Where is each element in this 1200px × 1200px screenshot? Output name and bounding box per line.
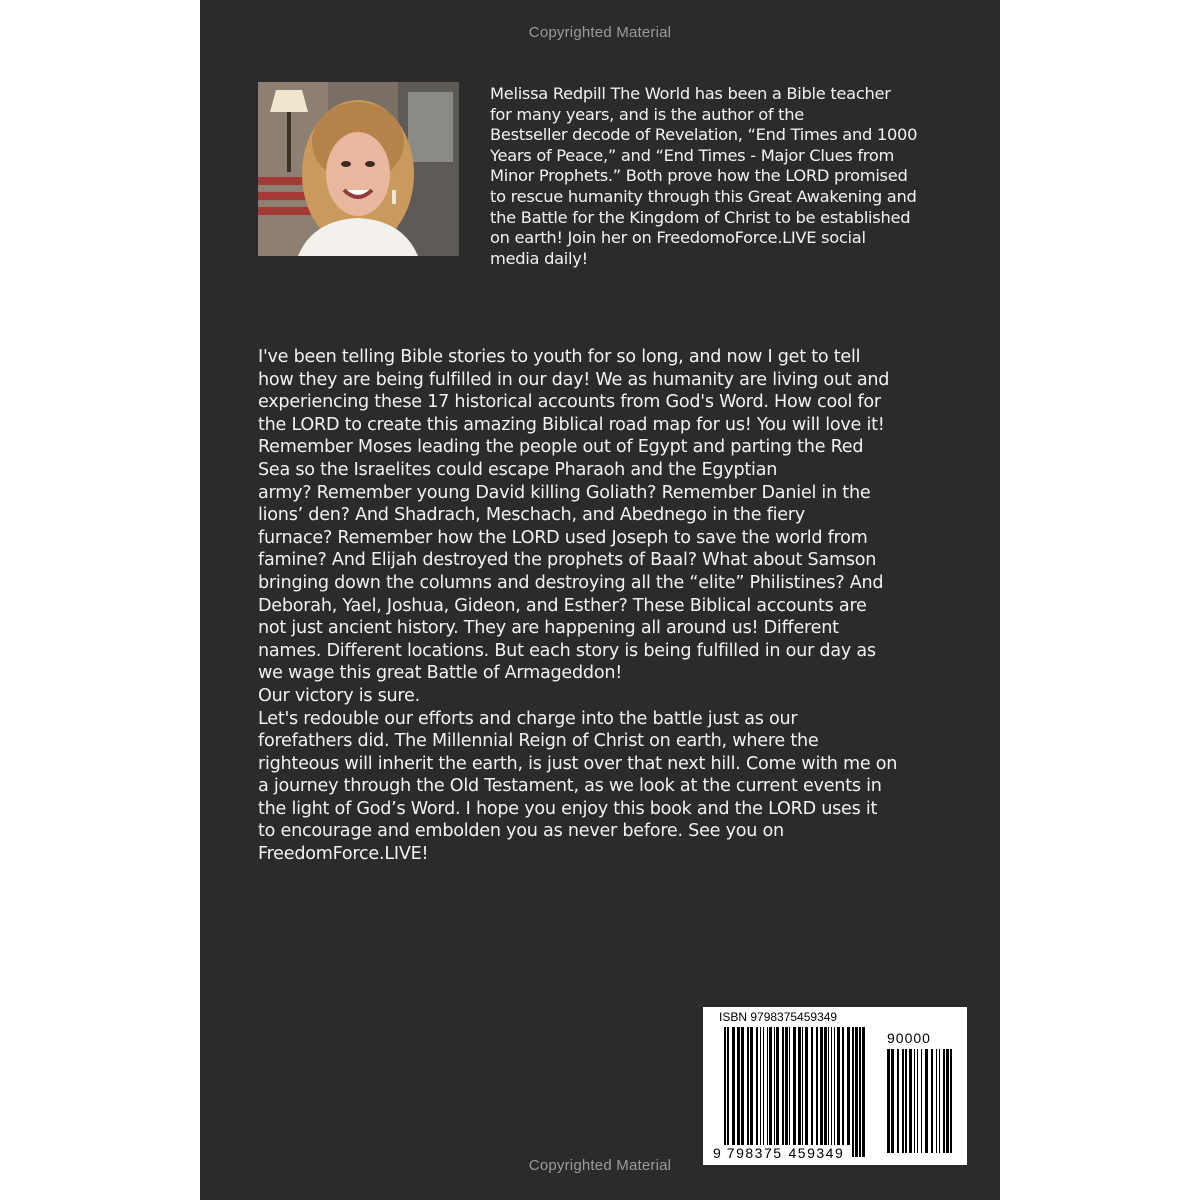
barcode-bar xyxy=(921,1049,922,1153)
barcode-bar xyxy=(902,1049,904,1153)
barcode-bar xyxy=(939,1049,940,1153)
barcode-bar xyxy=(834,1027,835,1157)
barcode-bar xyxy=(946,1049,949,1153)
price-code: 90000 xyxy=(887,1030,931,1046)
barcode-bar xyxy=(747,1027,749,1157)
barcode-bar xyxy=(811,1027,813,1157)
barcode-bar xyxy=(789,1027,790,1157)
barcode-digit-group-left: 798375 xyxy=(726,1145,783,1161)
barcode-bar xyxy=(862,1027,865,1157)
author-bio: Melissa Redpill The World has been a Bible teacher for many years, and is the author of the Bestseller decode of Revelation, “End Times and 1000 Years of Peace,” and “End Times - Major Clues from Minor Prophets.” Both prove how the LORD promised to rescue humanity through this Great Awakening and the Battle for the Kingdom of Christ to be established on earth! Join her on FreedomoForce.LIVE social media daily! xyxy=(490,84,918,268)
barcode-bar xyxy=(750,1027,753,1157)
isbn-barcode xyxy=(703,1007,967,1165)
barcode-bar xyxy=(905,1049,907,1153)
barcode-bar xyxy=(917,1049,918,1153)
barcode-bar xyxy=(760,1027,761,1157)
barcode-bar xyxy=(782,1027,784,1157)
addon-bars xyxy=(887,1049,953,1153)
barcode-bar xyxy=(774,1027,775,1157)
barcode-bar xyxy=(897,1049,899,1153)
barcode-bar xyxy=(943,1049,945,1153)
author-photo xyxy=(258,82,459,256)
barcode-bar xyxy=(852,1027,854,1157)
ean13-bars xyxy=(724,1027,868,1157)
back-cover xyxy=(200,0,1000,1200)
barcode-bar xyxy=(831,1027,832,1157)
barcode-bar xyxy=(763,1027,764,1157)
barcode-bar xyxy=(741,1027,744,1157)
author-portrait-image xyxy=(258,82,459,256)
barcode-bar xyxy=(785,1027,788,1157)
barcode-bar xyxy=(847,1027,850,1157)
barcode-digit-group-right: 459349 xyxy=(788,1145,845,1161)
barcode-bar xyxy=(793,1027,796,1157)
barcode-bar xyxy=(724,1027,726,1157)
barcode-bar xyxy=(914,1049,915,1153)
barcode-bar xyxy=(769,1027,772,1157)
book-description: I've been telling Bible stories to youth for so long, and now I get to tell how they are being fulfilled in our day! We as humanity are living out and experiencing these 17 historical accounts from God's Word. How cool for the LORD to create this amazing Biblical road map for us! You will love it! Remember Moses leading the people out of Egypt and parting the Red Sea so the Israelites could escape Pharaoh and the Egyptian army? Remember young David killing Goliath? Remember Daniel in the lions’ den? And Shadrach, Meschach, and Abednego in the fiery furnace? Remember how the LORD used Joseph to save the world from famine? And Elijah destroyed the prophets of Baal? What about Samson bringing down the columns and destroying all the “elite” Philistines? And Deborah, Yael, Joshua, Gideon, and Esther? These Biblical accounts are not just ancient history. They are happening all around us! Different names. Different locations. But each story is being fulfilled in our day as we wage this great Battle of Armageddon! Our victory is sure. Let's redouble our efforts and charge into the battle just as our forefathers did. The Millennial Reign of Christ on earth, where the righteous will inherit the earth, is just over that next hill. Come with me on a journey through the Old Testament, as we look at the current events in the light of God’s Word. I hope you enjoy this book and the LORD uses it to encourage and embolden you as never before. See you on FreedomForce.LIVE! xyxy=(258,347,898,865)
barcode-bar xyxy=(842,1027,844,1157)
barcode-bar xyxy=(816,1027,818,1157)
barcode-bar xyxy=(824,1027,827,1157)
barcode-bar xyxy=(737,1027,740,1157)
barcode-bar xyxy=(855,1027,858,1157)
barcode-bar xyxy=(805,1027,808,1157)
barcode-bar xyxy=(828,1027,829,1157)
barcode-bar xyxy=(936,1049,937,1153)
barcode-bar xyxy=(820,1027,823,1157)
barcode-bar xyxy=(891,1049,894,1153)
barcode-bar xyxy=(756,1027,758,1157)
barcode-bar xyxy=(887,1049,890,1153)
barcode-bar xyxy=(950,1049,952,1153)
barcode-bar xyxy=(732,1027,735,1157)
barcode-bar xyxy=(727,1027,729,1157)
barcode-bar xyxy=(798,1027,801,1157)
barcode-bar xyxy=(767,1027,768,1157)
barcode-digit-first: 9 xyxy=(713,1145,721,1161)
copyright-watermark-bottom: Copyrighted Material xyxy=(528,1157,672,1174)
isbn-label: ISBN 9798375459349 xyxy=(719,1010,838,1024)
barcode-bar xyxy=(859,1027,861,1157)
barcode-bar xyxy=(802,1027,803,1157)
barcode-bar xyxy=(909,1049,912,1153)
barcode-bar xyxy=(931,1049,933,1153)
barcode-bar xyxy=(925,1049,928,1153)
barcode-bar xyxy=(776,1027,779,1157)
barcode-bar xyxy=(837,1027,840,1157)
copyright-watermark-top: Copyrighted Material xyxy=(528,24,672,41)
